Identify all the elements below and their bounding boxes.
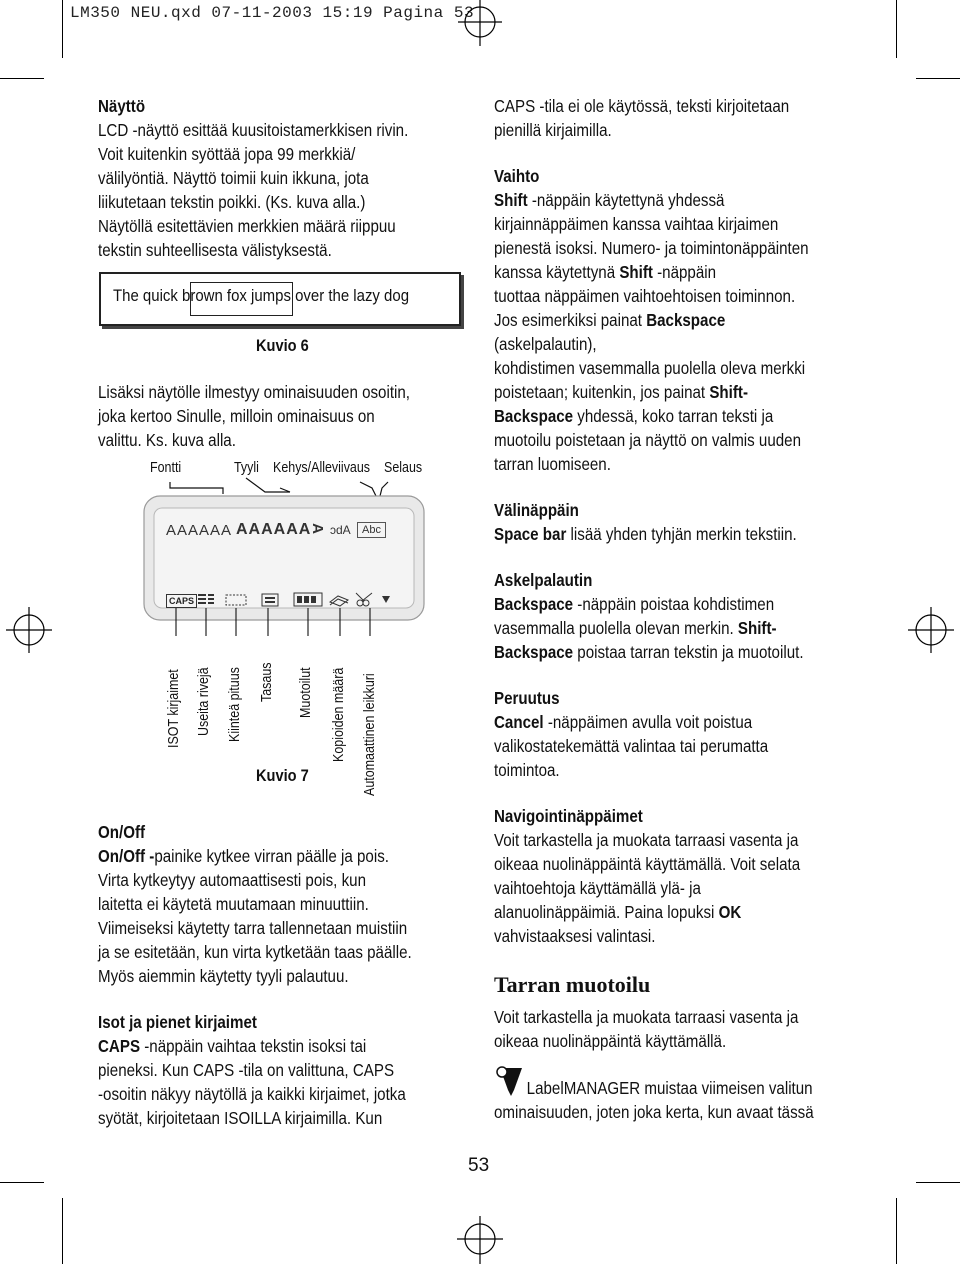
- lcd-font-row: AAAAAA: [166, 522, 233, 539]
- valinappain-heading: Välinäppäin: [494, 500, 579, 520]
- label-kehys: Kehys/Alleviivaus: [273, 460, 371, 476]
- right-column-top: CAPS -tila ei ole käytössä, teksti kirjoitetaan pienillä kirjaimilla. Vaihto Shift -näppäin käytettynä yhdessä kirjainnäppäimen kanssa vaihtaa kirjaimen pienestä isoksi. Numero- ja toimintonäppäinten kanssa käytettynä Shift -näppäin tuottaa näppäimen vaihtoehtoisen toiminnon. Jos esimerkiksi painat Backspace (askelpalautin), kohdistimen vasemmalla puolella oleva merkki poistetaan; kuitenkin, jos painat Shift- Backspace yhdessä, koko tarran teksti ja muotoilu poistetaan ja näyttö on valmis uuden tarran luomiseen. Välinäppäin Space bar lisää yhden tyhjän merkin tekstiin. Askelpalautin Backspace -näppäin poistaa kohdistimen vasemmalla puolella olevan merkin. Shift- Backspace poistaa tarran tekstin ja muotoilut. Peruutus Cancel -näppäimen avulla voit poistua valikostatekemättä valintaa tai perumatta toimintoa. Navigointinäppäimet Voit tarkastella ja muokata tarraasi vasenta ja oikeaa nuolinäppäintä käyttämällä. Voit selata vaihtoehtoja käyttämällä ylä- ja alanuolinäppäimiä. Paina lopuksi OK vahvistaaksesi valintasi.: [494, 96, 809, 946]
- onoff-line: Viimeiseksi käytetty tarra tallennetaan muistiin: [98, 918, 408, 938]
- onoff-line: On/Off -painike kytkee virran päälle ja pois.: [98, 846, 389, 866]
- label-useita-riveja: Useita rivejä: [196, 667, 212, 736]
- lcd-style-row: AAAAAA: [236, 521, 312, 538]
- lcd-visible-window: [190, 282, 293, 316]
- caps-continued-line: CAPS -tila ei ole käytössä, teksti kirjoitetaan: [494, 96, 790, 116]
- lcd-ida-indicator: ↄdA: [330, 523, 351, 537]
- label-tyyli: Tyyli: [234, 460, 259, 476]
- lcd-demo-text: The quick brown fox jumps over the lazy dog: [113, 286, 410, 305]
- naytto-heading: Näyttö: [98, 96, 146, 116]
- onoff-line: Virta kytkeytyy automaattisesti pois, kun: [98, 870, 366, 890]
- lcd-mirror-a: A: [308, 523, 326, 534]
- naytto-line: Näytöllä esitettävien merkkien määrä riippuu: [98, 216, 396, 236]
- caps-key: CAPS: [98, 1036, 141, 1056]
- figure-6-caption: Kuvio 6: [256, 336, 309, 355]
- onoff-key: On/Off -: [98, 846, 155, 866]
- alignment-icon: [262, 594, 278, 606]
- registration-mark-bottom: [455, 1214, 505, 1264]
- caps-line: pieneksi. Kun CAPS -tila on valittuna, CAPS: [98, 1060, 395, 1080]
- caps-heading: Isot ja pienet kirjaimet: [98, 1012, 257, 1032]
- naytto-line: Voit kuitenkin syöttää jopa 99 merkkiä/: [98, 144, 356, 164]
- label-fontti: Fontti: [150, 460, 182, 476]
- lcd-window-demo: [99, 272, 461, 326]
- onoff-line: ja se esitetään, kun virta kytketään taas päälle.: [98, 942, 412, 962]
- onoff-heading: On/Off: [98, 822, 146, 842]
- label-muotoilut: Muotoilut: [298, 667, 314, 718]
- naytto-line: tekstin suhteellisesta välistyksestä.: [98, 240, 332, 260]
- lcd-caps-icon: CAPS: [166, 594, 197, 608]
- figure-7-caption: Kuvio 7: [256, 766, 309, 785]
- label-kiintea-pituus: Kiinteä pituus: [227, 667, 243, 742]
- caps-line: syötät, kirjoitetaan ISOILLA kirjaimilla. Kun: [98, 1108, 383, 1128]
- label-automaattinen-leikkuri: Automaattinen leikkuri: [362, 673, 378, 796]
- multi-line-icon: [198, 594, 214, 604]
- vaihto-heading: Vaihto: [494, 166, 540, 186]
- caps-continued-line: pienillä kirjaimilla.: [494, 120, 612, 140]
- naytto-section: [98, 94, 408, 262]
- peruutus-heading: Peruutus: [494, 688, 560, 708]
- onoff-line: laitetta ei käytetä muutamaan minuuttiin.: [98, 894, 369, 914]
- scroll-down-icon: [382, 596, 390, 603]
- label-isot-kirjaimet: ISOT kirjaimet: [166, 669, 182, 748]
- navigointi-heading: Navigointinäppäimet: [494, 806, 643, 826]
- label-selaus: Selaus: [384, 460, 423, 476]
- onoff-section: [98, 820, 412, 1130]
- cutter-icon: [356, 593, 372, 606]
- registration-mark-right: [906, 605, 956, 655]
- lcd-indicator-diagram: [140, 476, 430, 636]
- label-leaders: [170, 478, 388, 496]
- naytto-line: liikutetaan tekstin poikki. (Ks. kuva alla.): [98, 192, 366, 212]
- intro-line: Lisäksi näytölle ilmestyy ominaisuuden osoitin,: [98, 382, 411, 402]
- onoff-line: Myös aiemmin käytetty tyyli palautuu.: [98, 966, 349, 986]
- fixed-length-icon: [226, 595, 246, 605]
- intro-line: joka kertoo Sinulle, milloin ominaisuus on: [98, 406, 375, 426]
- label-tasaus: Tasaus: [259, 662, 275, 702]
- copies-icon: [330, 596, 348, 606]
- feature-indicator-intro: [98, 380, 410, 452]
- label-kopioiden-maara: Kopioiden määrä: [331, 667, 347, 762]
- intro-line: valittu. Ks. kuva alla.: [98, 430, 236, 450]
- lcd-abc-icon: Abc: [357, 522, 386, 538]
- tip-text: LabelMANAGER muistaa viimeisen valitun ominaisuuden, joten joka kerta, kun avaat tässä: [494, 1078, 814, 1122]
- format-icon: [294, 593, 322, 606]
- registration-mark-top: [455, 0, 505, 48]
- slug-line: LM350 NEU.qxd 07-11-2003 15:19 Pagina 53: [70, 4, 475, 22]
- lcd-bottom-icons: [196, 590, 396, 610]
- muotoilu-section: Voit tarkastella ja muokata tarraasi vasenta ja oikeaa nuolinäppäintä käyttämällä.: [494, 1007, 799, 1051]
- page-number: 53: [468, 1155, 490, 1176]
- registration-mark-left: [4, 605, 54, 655]
- naytto-line: LCD -näyttö esittää kuusitoistamerkkisen rivin.: [98, 120, 409, 140]
- section-title-tarran-muotoilu: Tarran muotoilu: [494, 972, 651, 997]
- caps-line: CAPS -näppäin vaihtaa tekstin isoksi tai: [98, 1036, 367, 1056]
- askelpalautin-heading: Askelpalautin: [494, 570, 593, 590]
- naytto-line: välilyöntiä. Näyttö toimii kuin ikkuna, jota: [98, 168, 369, 188]
- caps-line: -osoitin näkyy näytöllä ja kaikki kirjaimet, jotka: [98, 1084, 406, 1104]
